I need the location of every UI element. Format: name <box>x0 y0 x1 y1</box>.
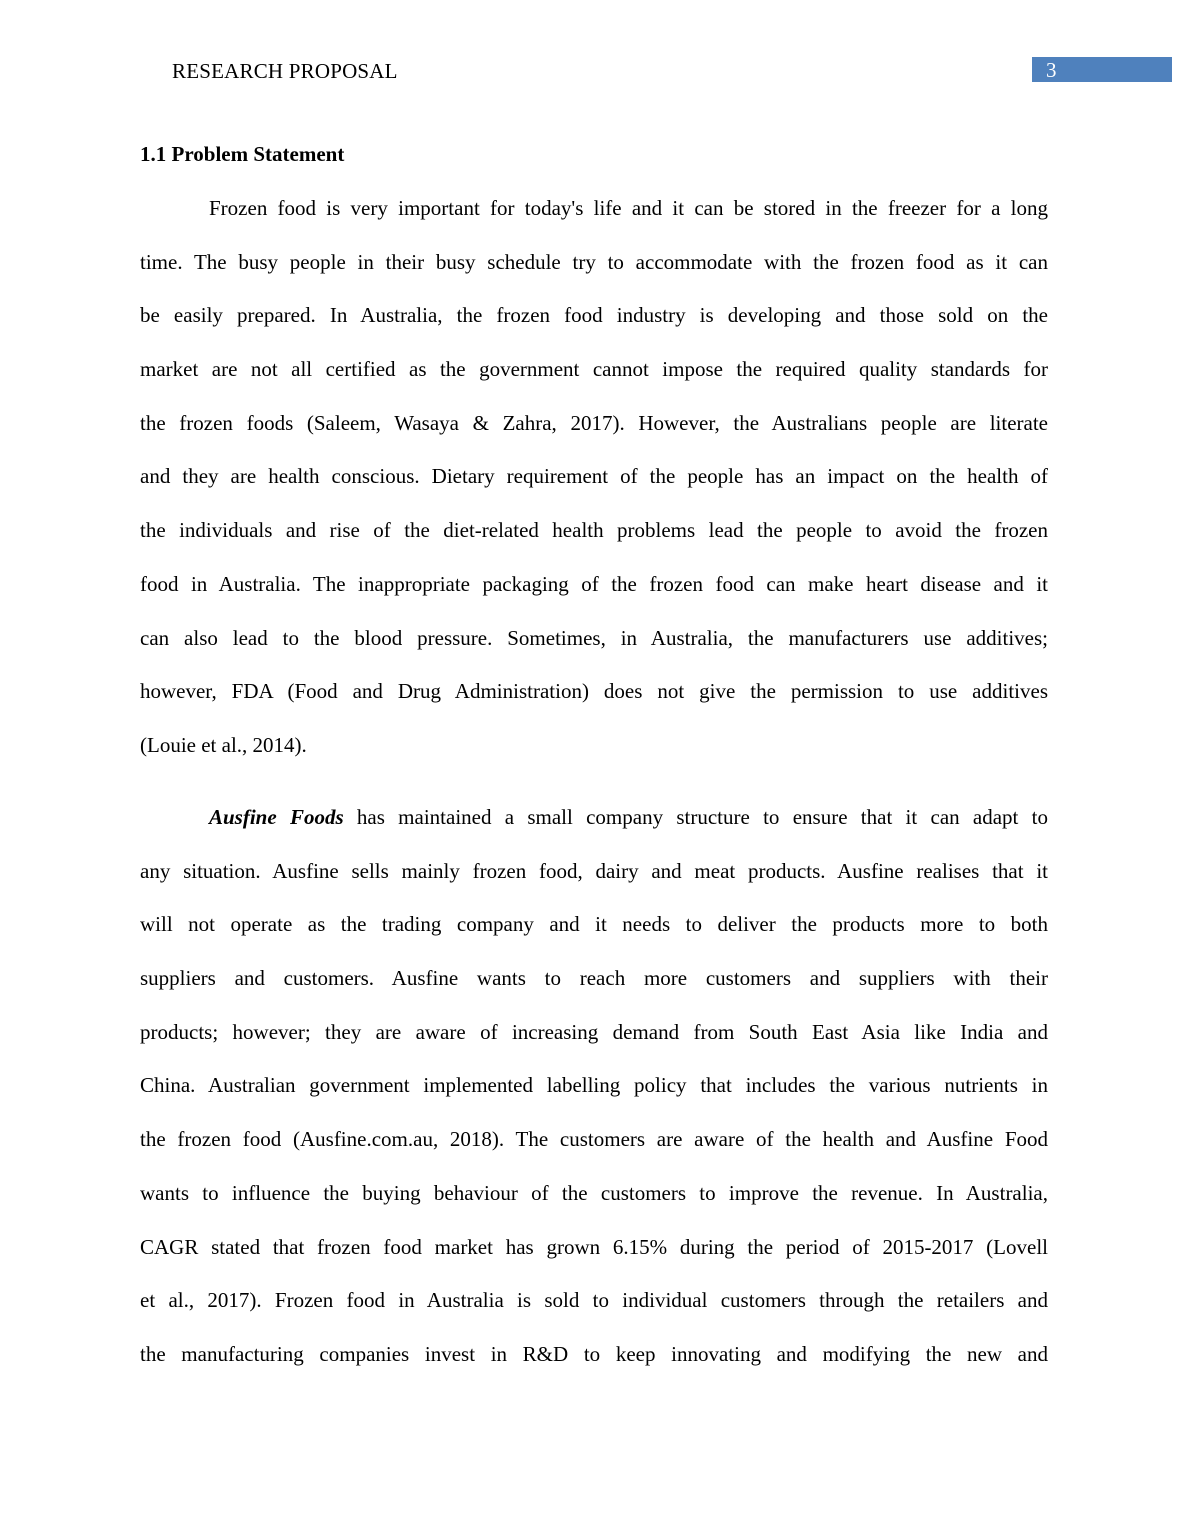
paragraph-problem-statement <box>140 194 1048 785</box>
paragraph-ausfine-foods <box>140 803 1048 1394</box>
paragraph-line: however, FDA (Food and Drug Administration) does not give the permission to use additives <box>140 679 1048 704</box>
company-name-lead: Ausfine Foods <box>209 805 344 829</box>
paragraph-line: et al., 2017). Frozen food in Australia is sold to individual customers through the retailers and <box>140 1288 1048 1313</box>
running-head: RESEARCH PROPOSAL <box>172 59 398 83</box>
paragraph-line: the individuals and rise of the diet-related health problems lead the people to avoid the frozen <box>140 518 1048 543</box>
paragraph-line: time. The busy people in their busy schedule try to accommodate with the frozen food as it can <box>140 249 1048 274</box>
paragraph-line: the frozen food (Ausfine.com.au, 2018). The customers are aware of the health and Ausfine Food <box>140 1127 1048 1152</box>
paragraph-line: be easily prepared. In Australia, the frozen food industry is developing and those sold on the <box>140 303 1048 328</box>
paragraph-line: market are not all certified as the government cannot impose the required quality standards for <box>140 357 1048 382</box>
paragraph-line: CAGR stated that frozen food market has grown 6.15% during the period of 2015-2017 (Lovell <box>140 1234 1048 1259</box>
paragraph-line-rest: has maintained a small company structure to ensure that it can adapt to <box>343 805 1048 829</box>
page-number: 3 <box>1046 58 1057 82</box>
section-heading: 1.1 Problem Statement <box>140 142 345 166</box>
paragraph-line: Frozen food is very important for today's life and it can be stored in the freezer for a long <box>209 196 1048 220</box>
paragraph-line: any situation. Ausfine sells mainly frozen food, dairy and meat products. Ausfine realises that it <box>140 858 1048 883</box>
paragraph-first-line <box>140 803 1048 857</box>
paragraph-line: and they are health conscious. Dietary requirement of the people has an impact on the health of <box>140 464 1048 489</box>
paragraph-line: suppliers and customers. Ausfine wants to reach more customers and suppliers with their <box>140 966 1048 991</box>
paragraph-line: the manufacturing companies invest in R&D to keep innovating and modifying the new and <box>140 1341 1048 1366</box>
paragraph-line: products; however; they are aware of increasing demand from South East Asia like India and <box>140 1019 1048 1044</box>
paragraph-line: will not operate as the trading company and it needs to deliver the products more to both <box>140 912 1048 937</box>
paragraph-line: wants to influence the buying behaviour of the customers to improve the revenue. In Australia, <box>140 1180 1048 1205</box>
paragraph-line: can also lead to the blood pressure. Sometimes, in Australia, the manufacturers use additives; <box>140 625 1048 650</box>
paragraph-line: (Louie et al., 2014). <box>140 732 307 757</box>
paragraph-line: China. Australian government implemented labelling policy that includes the various nutrients in <box>140 1073 1048 1098</box>
paragraph-line: the frozen foods (Saleem, Wasaya & Zahra, 2017). However, the Australians people are literate <box>140 410 1048 435</box>
paragraph-line: food in Australia. The inappropriate packaging of the frozen food can make heart disease and it <box>140 571 1048 596</box>
page-number-box <box>1032 57 1172 82</box>
